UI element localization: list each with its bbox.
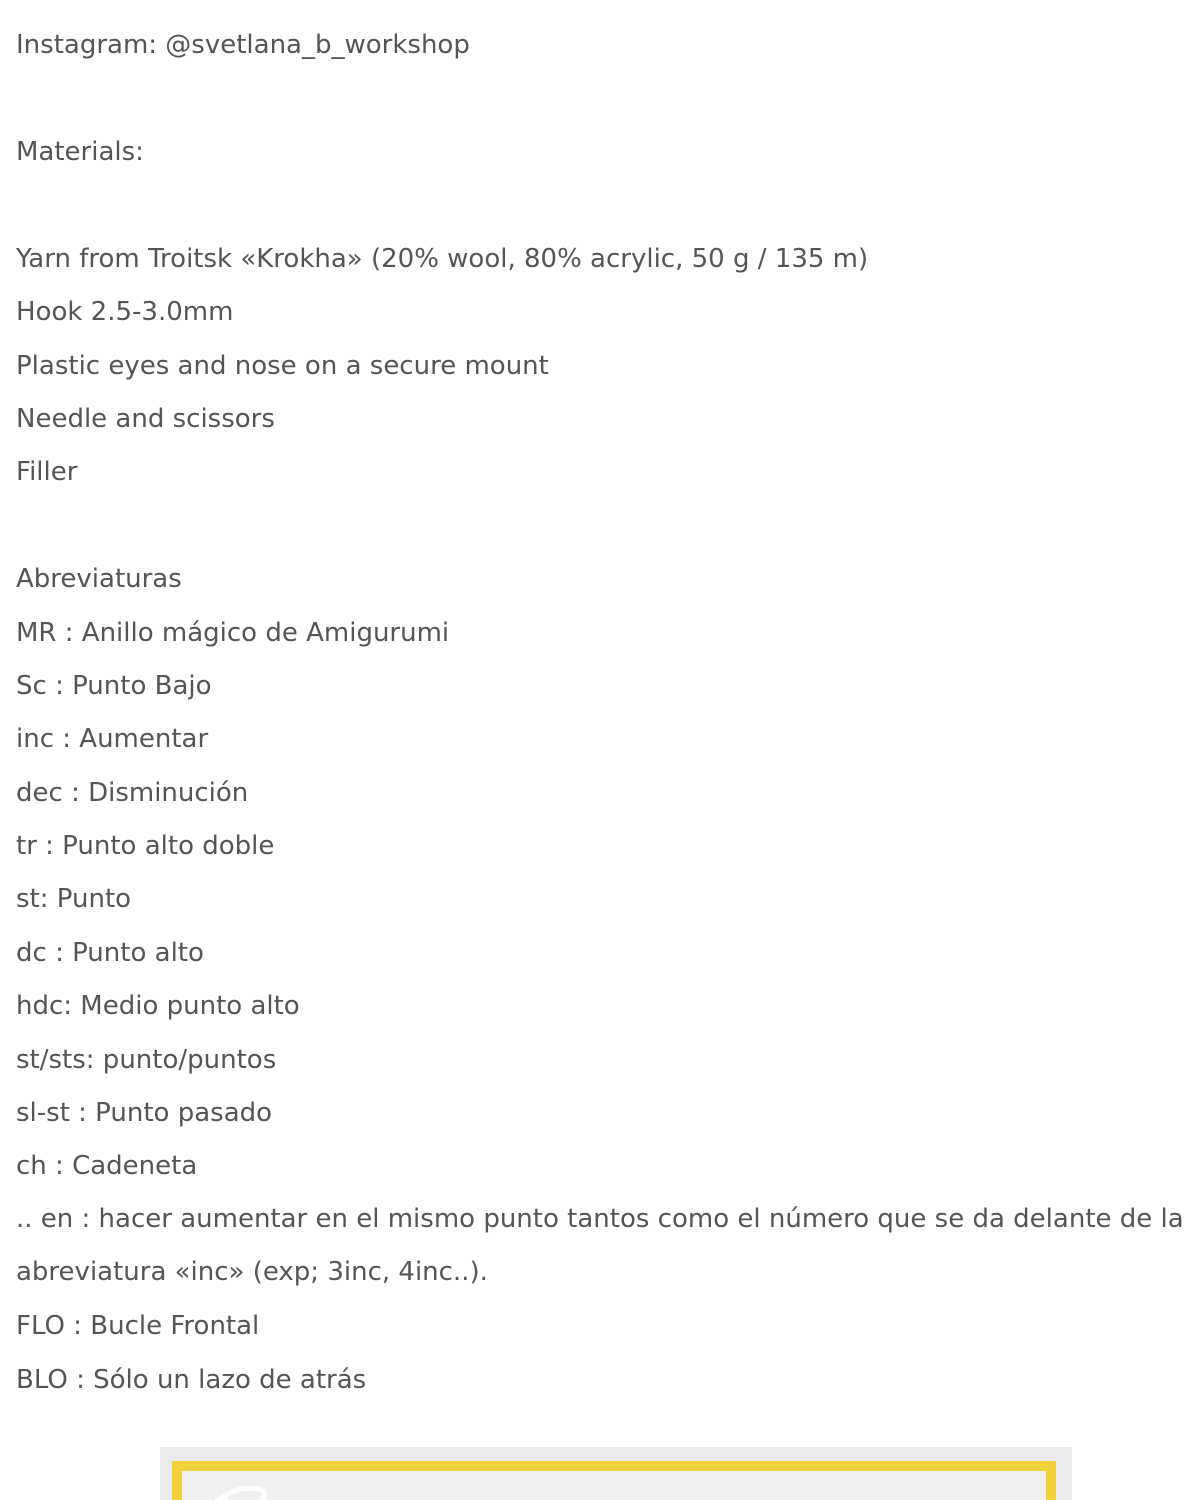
material-filler: Filler (16, 457, 78, 487)
material-hook: Hook 2.5-3.0mm (16, 297, 234, 327)
abbreviation-ch: ch : Cadeneta (16, 1151, 198, 1181)
abbreviation-sl-st: sl-st : Punto pasado (16, 1098, 273, 1128)
abbreviation-flo: FLO : Bucle Frontal (16, 1311, 260, 1341)
material-yarn: Yarn from Troitsk «Krokha» (20% wool, 80% acrylic, 50 g / 135 m) (16, 244, 869, 274)
abbreviation-hdc: hdc: Medio punto alto (16, 991, 300, 1021)
material-needle-scissors: Needle and scissors (16, 404, 275, 434)
abbreviation-en-note: .. en : hacer aumentar en el mismo punto tantos como el número que se da delante de la abreviatura «inc» (exp; 3inc, 4inc..). (16, 1204, 1184, 1287)
abbreviation-tr: tr : Punto alto doble (16, 831, 275, 861)
script-logo-icon (196, 1467, 286, 1500)
pattern-photo (160, 1447, 1072, 1500)
abbreviation-st: st: Punto (16, 884, 132, 914)
abbreviation-dec: dec : Disminución (16, 778, 249, 808)
abbreviations-heading: Abreviaturas (16, 564, 182, 594)
abbreviation-mr: MR : Anillo mágico de Amigurumi (16, 618, 450, 648)
abbreviation-inc: inc : Aumentar (16, 724, 209, 754)
instagram-handle: Instagram: @svetlana_b_workshop (16, 30, 470, 60)
materials-heading: Materials: (16, 137, 144, 167)
abbreviation-dc: dc : Punto alto (16, 938, 204, 968)
abbreviation-sc: Sc : Punto Bajo (16, 671, 212, 701)
material-eyes-nose: Plastic eyes and nose on a secure mount (16, 351, 549, 381)
photo-frame (172, 1461, 1056, 1500)
abbreviation-blo: BLO : Sólo un lazo de atrás (16, 1365, 367, 1395)
abbreviation-st-sts: st/sts: punto/puntos (16, 1045, 277, 1075)
